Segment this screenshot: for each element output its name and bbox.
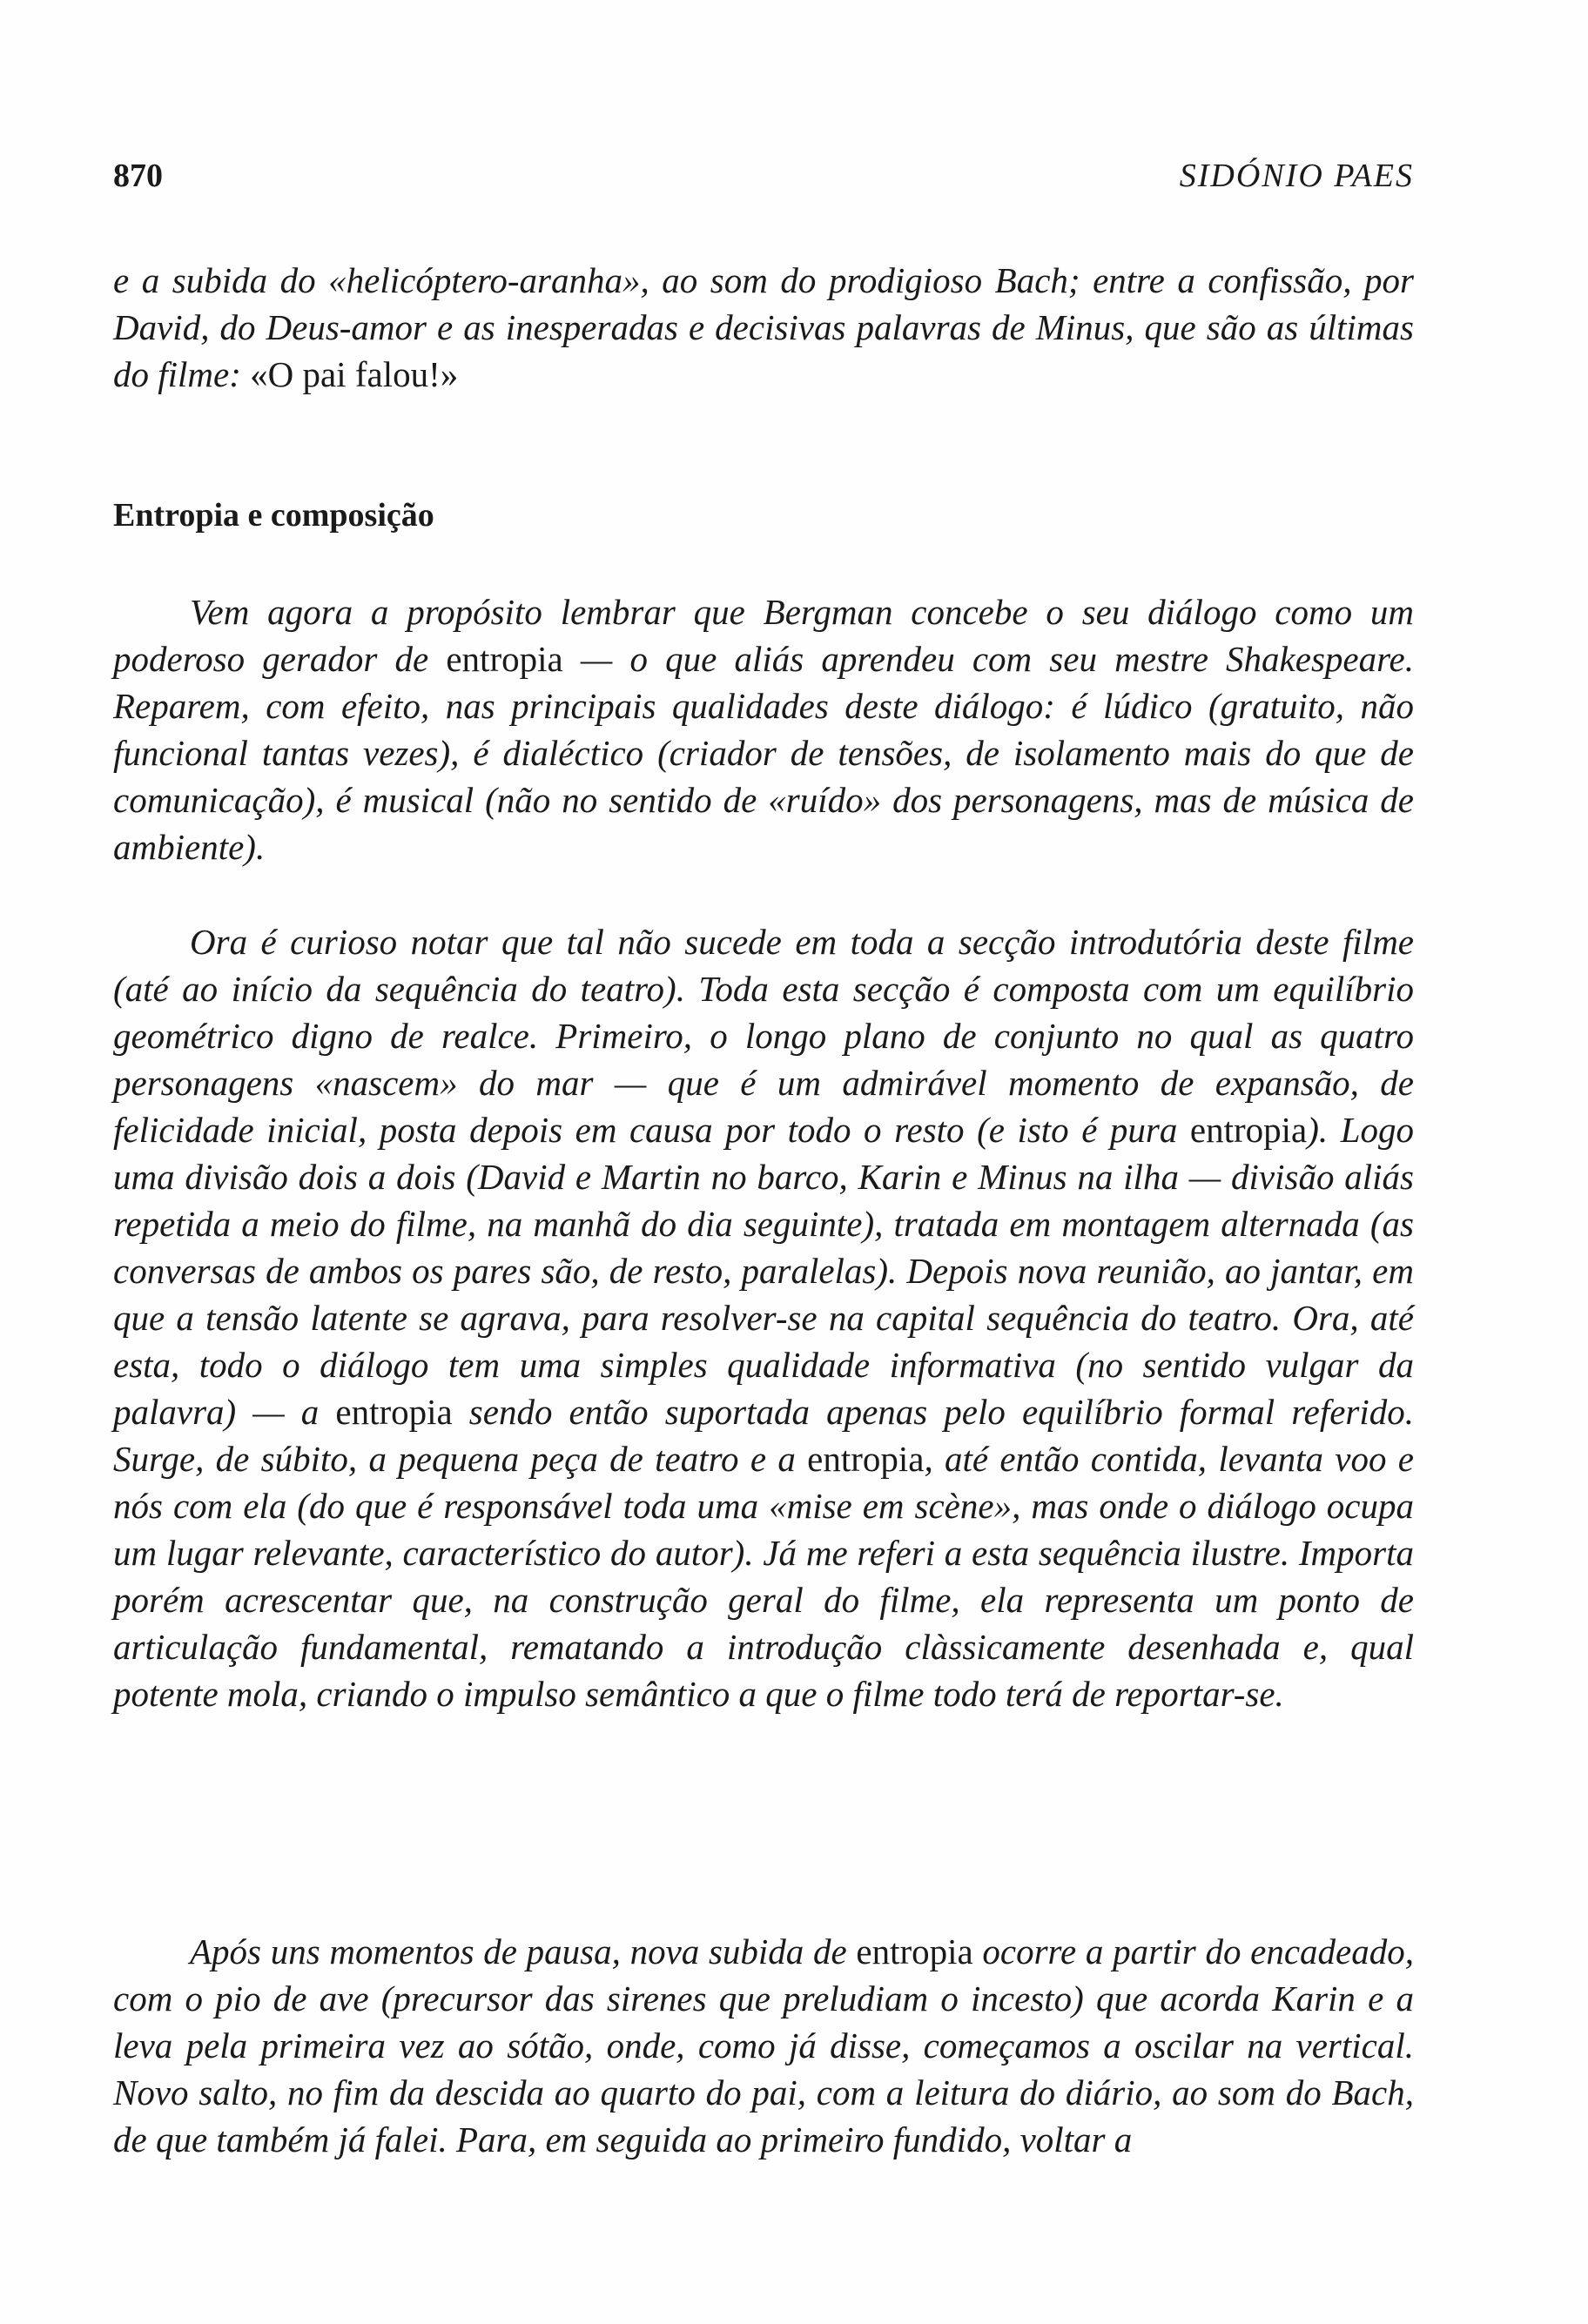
paragraph-2-text-g: , até então contida, levanta voo e nós com ela (do que é responsável toda uma «mise em scène», mas onde o diálogo ocupa um lugar relevante, característico do autor). Já me referi a esta sequência ilustre. Importa porém acrescentar que, na construção geral do filme, ela representa um ponto de articulação fundamental, rematando a introdução clàssicamente desenhada e, qual potente mola, criando o impulso semântico a que o filme todo terá de reportar-se.	[113, 1439, 1414, 1714]
intro-quote: «O pai falou!»	[250, 354, 459, 394]
section-heading: Entropia e composição	[113, 497, 434, 534]
paragraph-1-term: entropia	[446, 639, 563, 679]
paragraph-2-text-c: ). Logo uma divisão dois a dois (David e Martin no barco, Karin e Minus na ilha — divisão aliás repetida a meio do filme, na manhã do dia seguinte), tratada em montagem alternada (as conversas de ambos os pares são, de resto, paralelas). Depois nova reunião, ao jantar, em que a tensão latente se agrava, para resolver-se na capital sequência do teatro. Ora, até esta, todo o diálogo tem uma simples qualidade informativa (no sentido vulgar da palavra) — a	[113, 1110, 1414, 1432]
paragraph-3-term: entropia	[856, 1931, 973, 1971]
paragraph-1-text-a: Vem agora a propósito lembrar que Bergman concebe o seu diálogo como um poderoso gerador de	[113, 592, 1414, 679]
page-number: 870	[113, 158, 163, 194]
paragraph-2-block	[113, 918, 1414, 1717]
paragraph-1-text-c: — o que aliás aprendeu com seu mestre Shakespeare. Reparem, com efeito, nas principais qualidades deste diálogo: é lúdico (gratuito, não funcional tantas vezes), é dialéctico (criador de tensões, de isolamento mais do que de comunicação), é musical (não no sentido de «ruído» dos personagens, mas de música de ambiente).	[113, 639, 1414, 867]
paragraph-1-block	[113, 588, 1414, 870]
paragraph-2-text-a: Ora é curioso notar que tal não sucede em toda a secção introdutória deste filme (até ao início da sequência do teatro). Toda esta secção é composta com um equilíbrio geométrico digno de realce. Primeiro, o longo plano de conjunto no qual as quatro personagens «nascem» do mar — que é um admirável momento de expansão, de felicidade inicial, posta depois em causa por todo o resto (e isto é pura	[113, 922, 1414, 1150]
intro-paragraph	[113, 257, 1414, 398]
intro-text: e a subida do «helicóptero-aranha», ao som do prodigioso Bach; entre a confissão, por David, do Deus-amor e as inesperadas e decisivas palavras de Minus, que são as últimas do filme:	[113, 260, 1414, 394]
paragraph-3-block	[113, 1928, 1414, 2163]
intro-paragraph-block	[113, 257, 1414, 398]
paragraph-3-text-c: ocorre a partir do encadeado, com o pio de ave (precursor das sirenes que preludiam o incesto) que acorda Karin e a leva pela primeira vez ao sótão, onde, como já disse, começamos a oscilar na vertical. Novo salto, no fim da descida ao quarto do pai, com a leitura do diário, ao som do Bach, de que também já falei. Para, em seguida ao primeiro fundido, voltar a	[113, 1931, 1414, 2159]
running-head	[113, 157, 1414, 209]
paragraph-2-term-1: entropia	[1189, 1110, 1308, 1150]
paragraph-2-text-e: sendo então suportada apenas pelo equilíbrio formal referido. Surge, de súbito, a pequena peça de teatro e a	[113, 1392, 1415, 1479]
running-title: SIDÓNIO PAES	[1179, 158, 1414, 194]
paragraph-3	[113, 1928, 1414, 2163]
paragraph-2	[113, 918, 1414, 1717]
paragraph-2-term-2: entropia	[335, 1392, 453, 1432]
paragraph-2-term-3: entropia	[807, 1439, 925, 1479]
paragraph-3-text-a: Após uns momentos de pausa, nova subida de	[190, 1931, 857, 1971]
paragraph-1	[113, 588, 1414, 870]
